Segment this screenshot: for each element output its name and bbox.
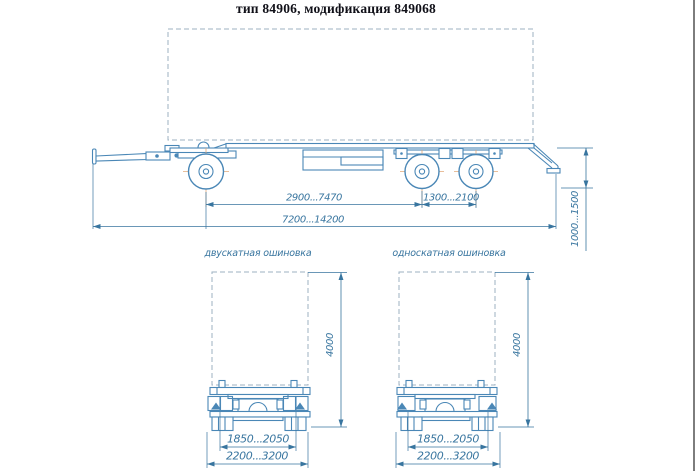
dim-track-single: 1850...2050 xyxy=(416,432,480,446)
drawbar xyxy=(93,146,180,165)
deck-hook xyxy=(198,142,209,148)
cargo-envelope-outline xyxy=(168,29,533,140)
dim-overall-width-dual: 2200...3200 xyxy=(225,449,289,463)
rear-view-single-label: односкатная ошиновка xyxy=(392,248,506,259)
rear-wheel-1 xyxy=(405,155,439,189)
rear-view-dual-label: двускатная ошиновка xyxy=(204,248,312,259)
dim-bogie-spread: 1300...2100 xyxy=(422,192,480,204)
rear-wheel-2 xyxy=(459,155,493,189)
dim-cargo-height-dual: 4000 xyxy=(325,333,336,357)
dim-platform-height: 1000...1500 xyxy=(570,190,581,248)
dim-track-dual: 1850...2050 xyxy=(226,432,290,446)
cargo-envelope-rear-dual xyxy=(212,272,308,385)
rear-view-single-tires xyxy=(392,248,534,468)
cargo-envelope-rear-single xyxy=(399,272,495,385)
dim-overall-width-single: 2200...3200 xyxy=(416,449,480,463)
dim-overall-length: 7200...14200 xyxy=(282,214,344,226)
dim-front-axle-to-bogie: 2900...7470 xyxy=(285,192,343,204)
rear-dual-dimensions xyxy=(207,273,347,469)
dim-cargo-height-single: 4000 xyxy=(512,333,523,357)
front-wheel xyxy=(189,154,224,189)
side-view xyxy=(93,29,594,251)
rear-view-dual-tires xyxy=(204,248,347,468)
underdeck-toolbox xyxy=(303,150,383,170)
drawing-title: тип 84906, модификация 849068 xyxy=(235,1,437,16)
rear-single-dimensions xyxy=(396,273,534,469)
